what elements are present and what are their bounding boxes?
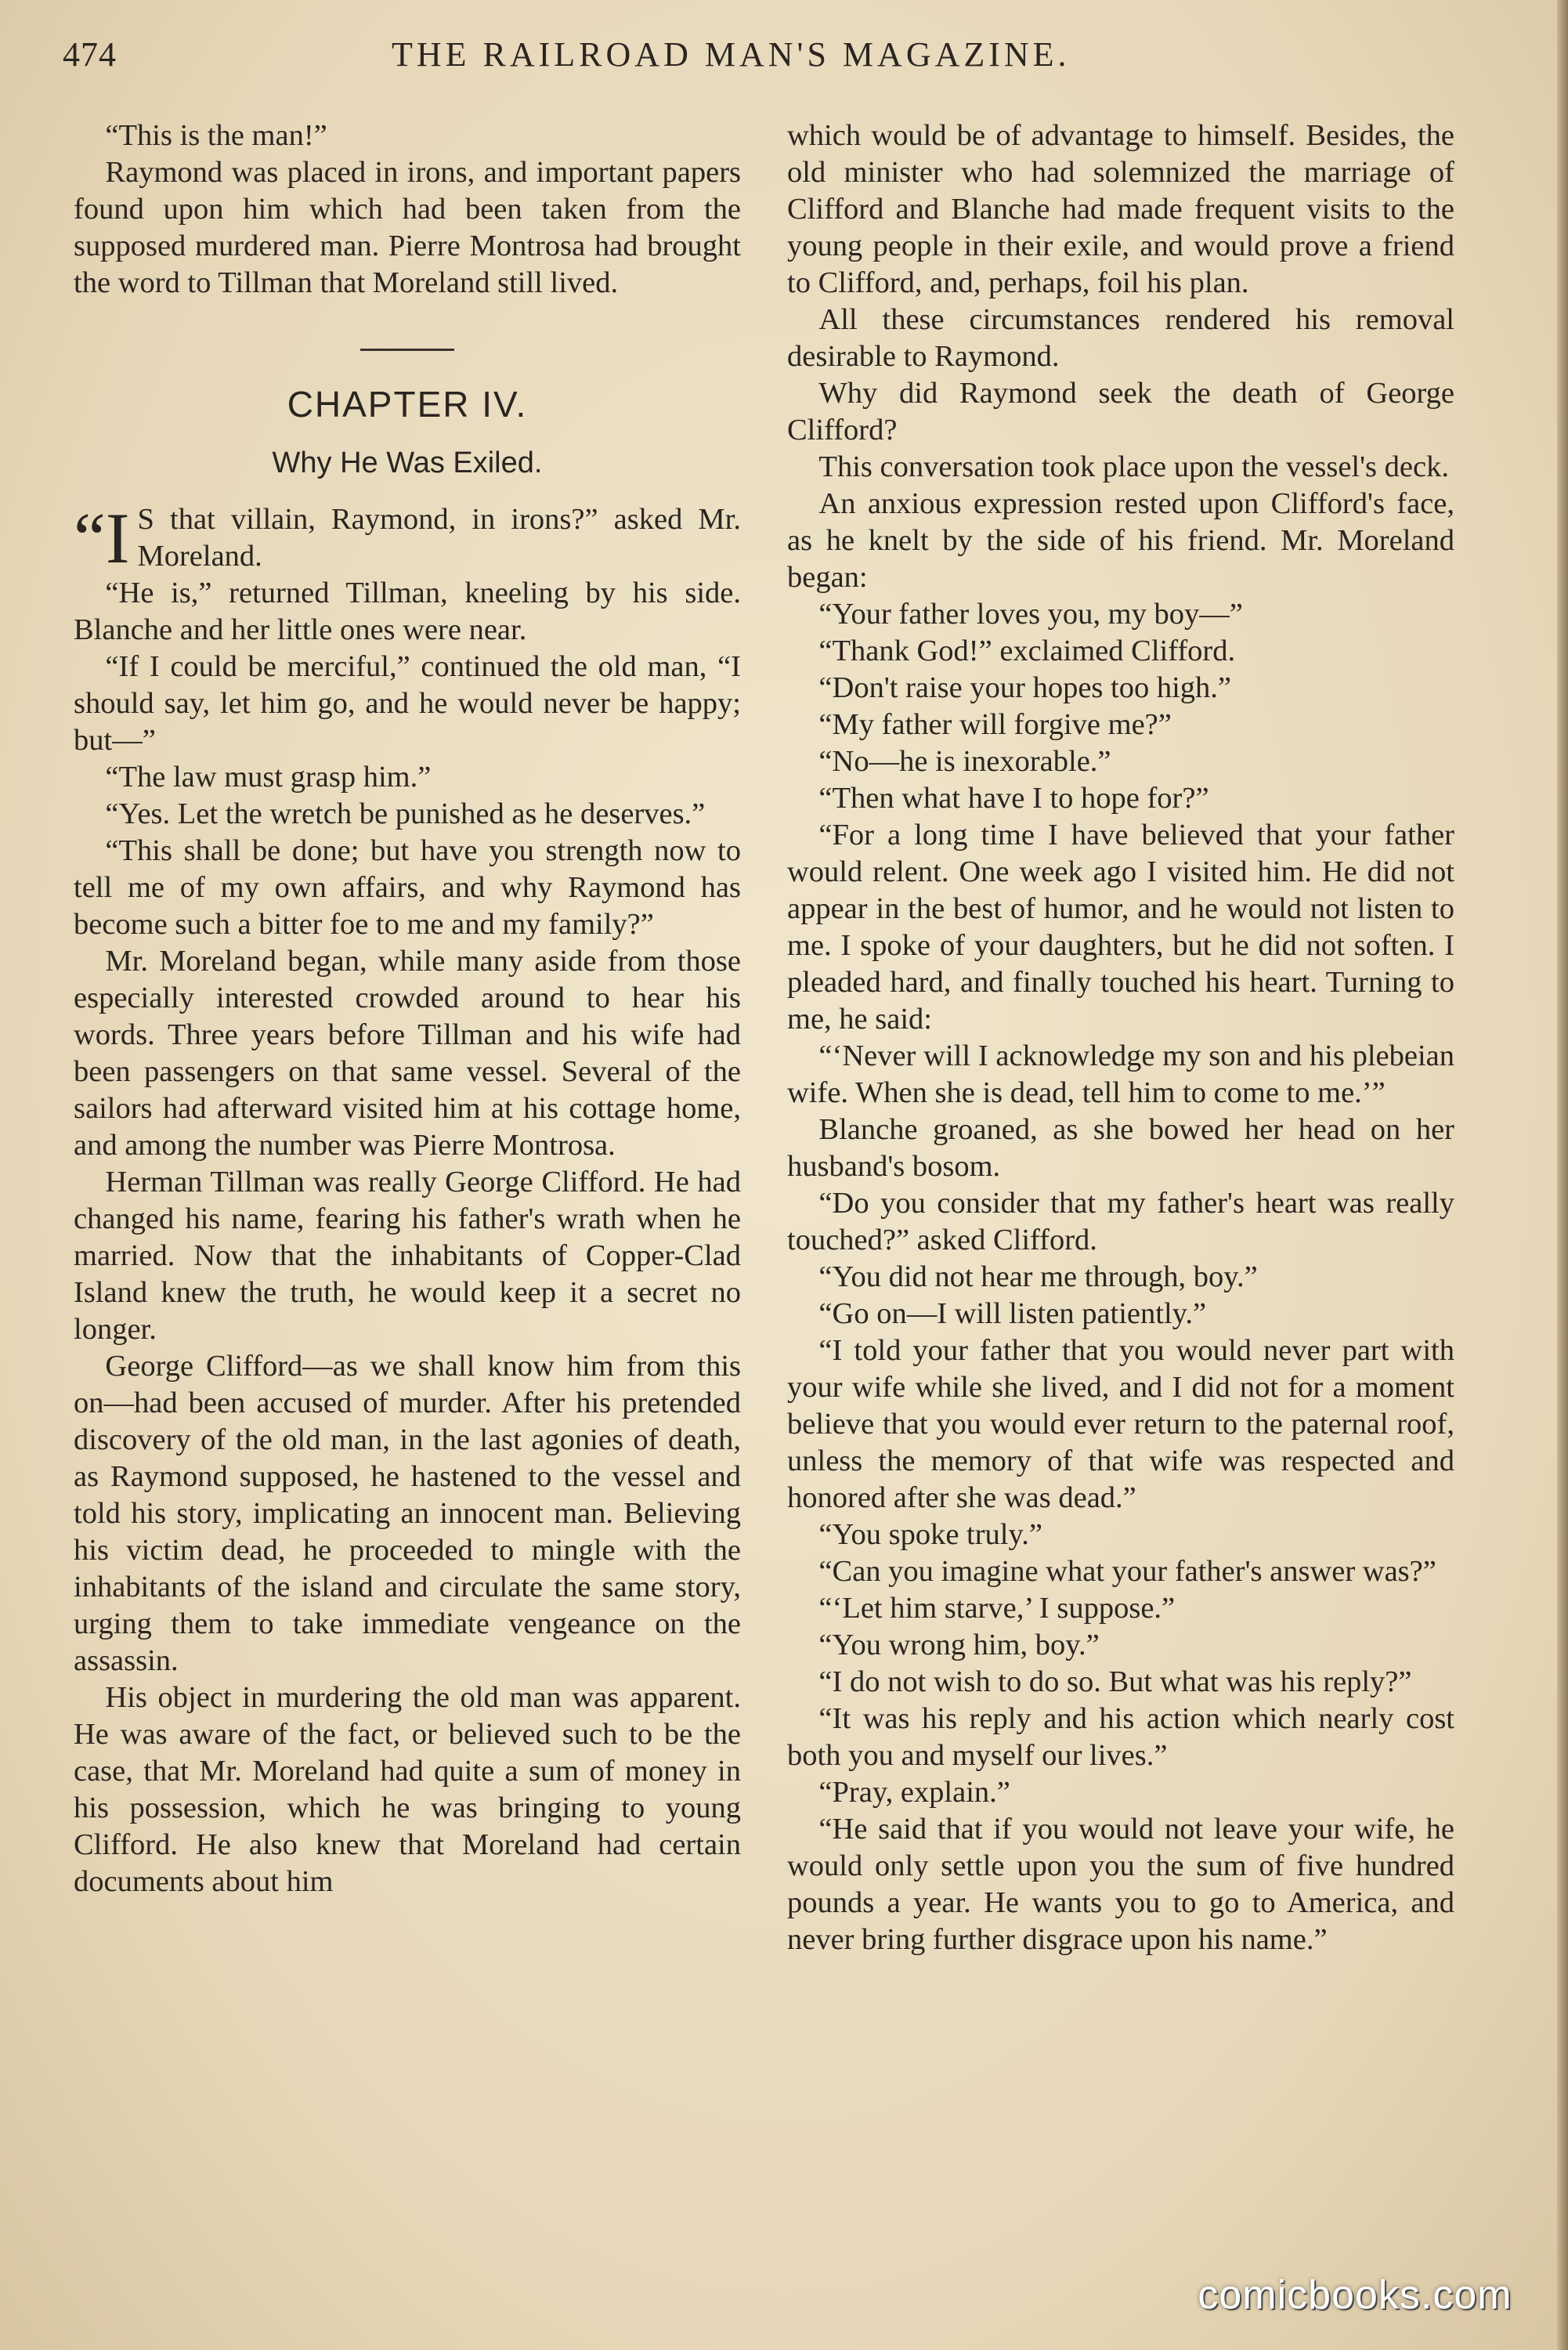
paragraph: “Don't raise your hopes too high.” (818, 671, 1231, 704)
paragraph: “My father will forgive me?” (818, 708, 1172, 741)
paragraph: “The law must grasp him.” (105, 761, 432, 794)
paragraph: Herman Tillman was really George Clifford. He had changed his name, fearing his father's wrath when he married. Now that the inhabitants of Copper-Clad Island knew the truth, he would keep it a secret no longer. (74, 1166, 741, 1346)
paragraph: His object in murdering the old man was apparent. He was aware of the fact, or believed such to be the case, that Mr. Moreland had quite a sum of money in his possession, which he was bringing to young Clifford. He also knew that Moreland had certain documents about him (74, 1681, 741, 1898)
paragraph: “Can you imagine what your father's answer was?” (818, 1555, 1436, 1588)
paragraph: “‘Let him starve,’ I suppose.” (818, 1592, 1176, 1625)
continued-paragraph: which would be of advantage to himself. Besides, the old minister who had solemnized the marriage of Clifford and Blanche had made frequent visits to the young people in their exile, and would prove a friend to Clifford, and, perhaps, foil his plan. (787, 119, 1454, 299)
section-divider (360, 349, 454, 351)
paragraph: “For a long time I have believed that your father would relent. One week ago I visited him. He did not appear in the best of humor, and he would not listen to me. I spoke of your daughters, but he did not soften. I pleaded hard, and finally touched his heart. Turning to me, he said: (787, 819, 1454, 1036)
paragraph: Why did Raymond seek the death of George Clifford? (787, 377, 1454, 446)
right-column (787, 118, 1454, 1958)
paragraph: “I told your father that you would never part with your wife while she lived, and I did not for a moment believe that you would ever return to the paternal roof, unless the memory of that wife was respected and honored after she was dead.” (787, 1334, 1454, 1514)
paragraph: All these circumstances rendered his removal desirable to Raymond. (787, 303, 1454, 373)
paragraph: “You wrong him, boy.” (818, 1629, 1100, 1661)
paragraph: George Clifford—as we shall know him from this on—had been accused of murder. After his pretended discovery of the old man, in the last agonies of death, as Raymond supposed, he hastened to the vessel and told his story, implicating an innocent man. Believing his victim dead, he proceeded to mingle with the inhabitants of the island and circulate the same story, urging them to take immediate vengeance on the assassin. (74, 1350, 741, 1677)
page-number: 474 (63, 35, 117, 74)
paragraph: “Your father loves you, my boy—” (818, 598, 1243, 631)
paragraph: Raymond was placed in irons, and important papers found upon him which had been taken from the supposed murdered man. Pierre Montrosa had brought the word to Tillman that Moreland still lived. (74, 156, 741, 299)
paragraph: “Go on—I will listen patiently.” (818, 1297, 1207, 1330)
paragraph: “I do not wish to do so. But what was his reply?” (818, 1665, 1412, 1698)
paragraph: “It was his reply and his action which nearly cost both you and myself our lives.” (787, 1702, 1454, 1772)
paragraph: An anxious expression rested upon Clifford's face, as he knelt by the side of his friend. Mr. Moreland began: (787, 487, 1454, 594)
paragraph: “Thank God!” exclaimed Clifford. (818, 634, 1236, 667)
paragraph: “He said that if you would not leave your wife, he would only settle upon you the sum of five hundred pounds a year. He wants you to go to America, and never bring further disgrace upon his name.” (787, 1813, 1454, 1956)
opening-paragraph (74, 498, 741, 578)
paragraph: Blanche groaned, as she bowed her head on her husband's bosom. (787, 1113, 1454, 1183)
paragraph: “This is the man!” (105, 119, 327, 152)
paragraph: “You spoke truly.” (818, 1518, 1042, 1551)
paragraph: “Pray, explain.” (818, 1776, 1010, 1809)
paragraph: “No—he is inexorable.” (818, 745, 1111, 778)
paragraph: “This shall be done; but have you strength now to tell me of my own affairs, and why Raymond has become such a bitter foe to me and my family?” (74, 834, 741, 941)
drop-cap: “I (74, 498, 130, 578)
paragraph: “You did not hear me through, boy.” (818, 1260, 1258, 1293)
magazine-title: THE RAILROAD MAN'S MAGAZINE. (392, 35, 1071, 74)
paragraph: “He is,” returned Tillman, kneeling by his side. Blanche and her little ones were near. (74, 577, 741, 646)
watermark-logo: comicbooks.com (1198, 2272, 1512, 2318)
chapter-subtitle: Why He Was Exiled. (272, 446, 543, 479)
chapter-heading: CHAPTER IV. (287, 384, 528, 425)
running-header (63, 34, 1457, 89)
paragraph: This conversation took place upon the vessel's deck. (818, 450, 1449, 483)
paragraph: “If I could be merciful,” continued the old man, “I should say, let him go, and he would never be happy; but—” (74, 650, 741, 757)
page-edge (1557, 0, 1568, 2350)
paragraph: “Yes. Let the wretch be punished as he deserves.” (105, 797, 706, 830)
paragraph: Mr. Moreland began, while many aside from those especially interested crowded around to hear his words. Three years before Tillman and his wife had been passengers on that same vessel. Several of the sailors had afterward visited him at his cottage home, and among the number was Pierre Montrosa. (74, 945, 741, 1162)
paragraph: “‘Never will I acknowledge my son and his plebeian wife. When she is dead, tell him to come to me.’” (787, 1039, 1454, 1109)
paragraph: “Then what have I to hope for?” (818, 782, 1209, 815)
opening-text: S that villain, Raymond, in irons?” asked Mr. Moreland. (137, 503, 741, 573)
left-column (74, 118, 741, 1900)
paragraph: “Do you consider that my father's heart was really touched?” asked Clifford. (787, 1187, 1454, 1256)
